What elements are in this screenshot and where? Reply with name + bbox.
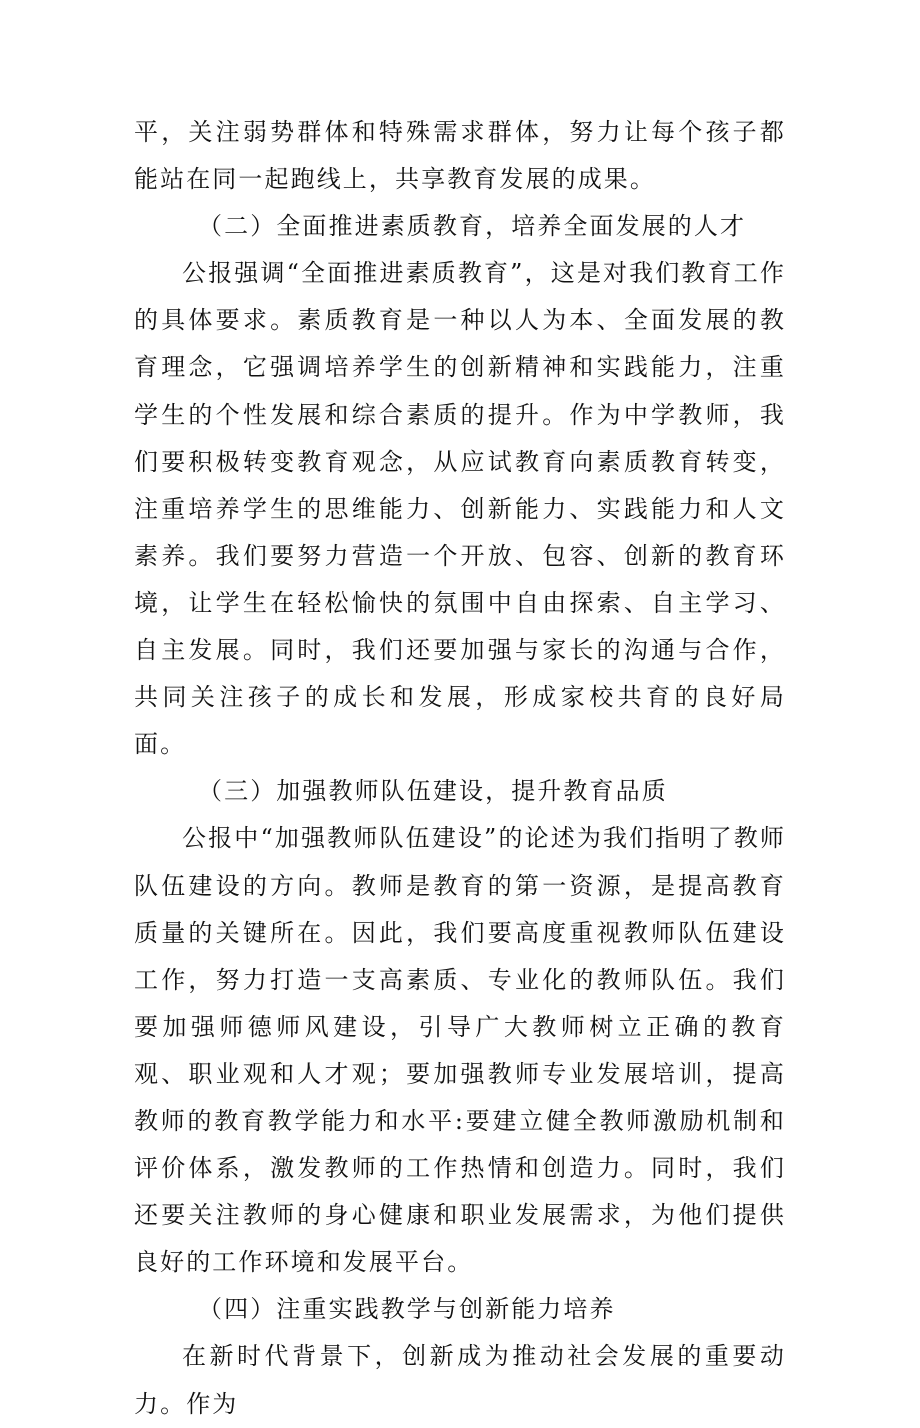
paragraph-continuation: 平，关注弱势群体和特殊需求群体，努力让每个孩子都能站在同一起跑线上，共享教育发展的成果。 [134, 118, 786, 194]
paragraph-teacher-team: 公报中“加强教师队伍建设”的论述为我们指明了教师队伍建设的方向。教师是教育的第一资源，是提高教育质量的关键所在。因此，我们要高度重视教师队伍建设工作，努力打造一支高素质、专业化的教师队伍。我们要加强师德师风建设，引导广大教师树立正确的教育观、职业观和人才观；要加强教师专业发展培训，提高教师的教育教学能力和水平:要建立健全教师激励机制和评价体系，激发教师的工作热情和创造力。同时，我们还要关注教师的身心健康和职业发展需求，为他们提供良好的工作环境和发展平台。 [134, 824, 786, 1277]
paragraph-quality-education: 公报强调“全面推进素质教育”，这是对我们教育工作的具体要求。素质教育是一种以人为本、全面发展的教育理念，它强调培养学生的创新精神和实践能力，注重学生的个性发展和综合素质的提升。作为中学教师，我们要积极转变教育观念，从应试教育向素质教育转变，注重培养学生的思维能力、创新能力、实践能力和人文素养。我们要努力营造一个开放、包容、创新的教育环境，让学生在轻松愉快的氛围中自由探索、自主学习、自主发展。同时，我们还要加强与家长的沟通与合作，共同关注孩子的成长和发展，形成家校共育的良好局面。 [134, 259, 786, 759]
section-heading-3: （三）加强教师队伍建设，提升教育品质 [198, 777, 668, 806]
section-heading-2: （二）全面推进素质教育，培养全面发展的人才 [198, 212, 747, 241]
paragraph-innovation: 在新时代背景下，创新成为推动社会发展的重要动力。作为 [134, 1342, 786, 1418]
section-heading-4: （四）注重实践教学与创新能力培养 [198, 1295, 616, 1324]
document-body [134, 109, 786, 1428]
